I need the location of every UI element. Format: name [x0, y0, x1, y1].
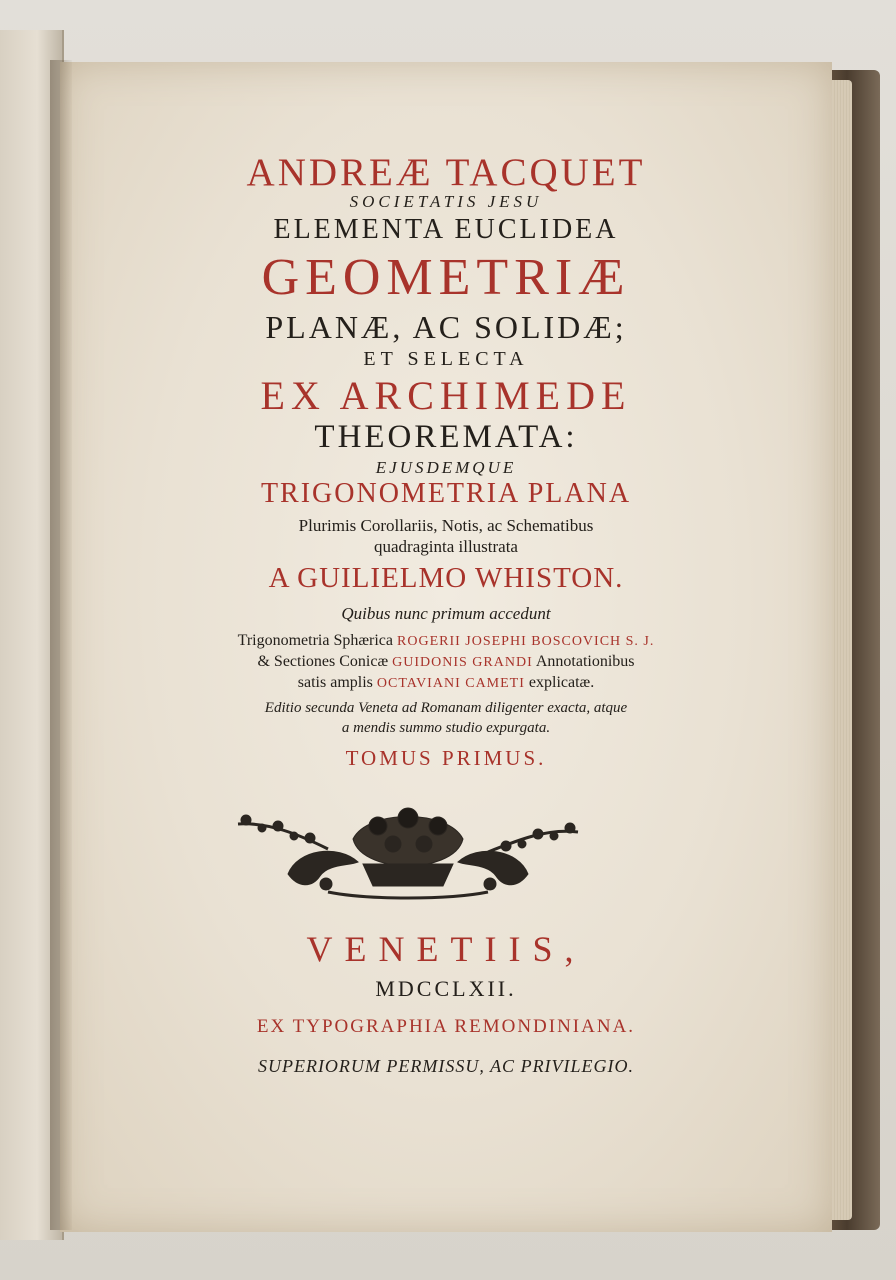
- society-line: SOCIETATIS JESU: [349, 192, 543, 211]
- title-page: [60, 62, 832, 1232]
- typographia-line: EX TYPOGRAPHIA REMONDINIANA.: [256, 1016, 636, 1037]
- trigonometria-line: TRIGONOMETRIA PLANA: [260, 478, 632, 509]
- annotationibus-text: Annotationibus: [535, 653, 635, 670]
- geometriae-line: GEOMETRIÆ: [261, 249, 631, 306]
- et-selecta-line: ET SELECTA: [363, 348, 529, 370]
- satis-line: [60, 674, 832, 692]
- grandi-name: GUIDONIS GRANDI: [392, 655, 533, 670]
- sectiones-line: [60, 653, 832, 671]
- explicatae-text: explicatæ.: [528, 674, 595, 691]
- plurimis-line: Plurimis Corollariis, Notis, ac Schematibus: [298, 516, 594, 535]
- floral-basket-ornament-icon: [228, 804, 588, 904]
- sphaerica-text: Trigonometria Sphærica: [237, 632, 394, 649]
- year-line: MDCCLXII.: [375, 976, 517, 1001]
- theoremata-line: THEOREMATA:: [314, 419, 578, 455]
- venetiis-line: VENETIIS,: [306, 929, 586, 969]
- sectiones-text: & Sectiones Conicæ: [257, 653, 389, 670]
- author-name: ANDREÆ TACQUET: [246, 151, 646, 194]
- mendis-line: a mendis summo studio expurgata.: [341, 720, 551, 736]
- ejusdemque-line: EJUSDEMQUE: [375, 458, 517, 477]
- tomus-line: TOMUS PRIMUS.: [345, 746, 547, 770]
- cameti-name: OCTAVIANI CAMETI: [376, 676, 525, 691]
- quadraginta-line: quadraginta illustrata: [374, 537, 518, 556]
- quibus-line: Quibus nunc primum accedunt: [341, 604, 551, 623]
- planae-line: PLANÆ, AC SOLIDÆ;: [265, 309, 627, 345]
- elementa-line: ELEMENTA EUCLIDEA: [273, 214, 619, 245]
- satis-text: satis amplis: [297, 674, 373, 691]
- whiston-line: A GUILIELMO WHISTON.: [268, 562, 624, 594]
- sphaerica-line: [60, 632, 832, 650]
- superiorum-line: SUPERIORUM PERMISSU, AC PRIVILEGIO.: [257, 1056, 635, 1076]
- ex-archimede-line: EX ARCHIMEDE: [260, 373, 632, 418]
- editio-line: Editio secunda Veneta ad Romanam diligenter exacta, atque: [264, 700, 628, 716]
- page-gutter-shadow: [50, 60, 72, 1230]
- boscovich-name: ROGERII JOSEPHI BOSCOVICH S. J.: [397, 634, 655, 649]
